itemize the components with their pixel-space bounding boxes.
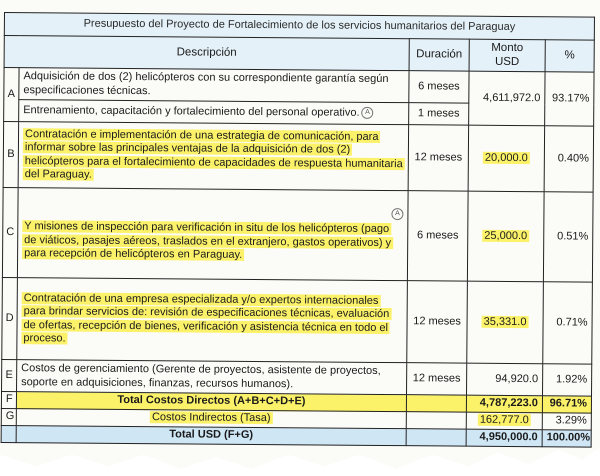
row-e-desc: Costos de gerenciamiento (Gerente de proyectos, asistente de proyectos, soporte en adquisiciones, finanzas, recursos humanos). <box>17 360 407 395</box>
total-usd-pct: 100.00% <box>542 430 591 447</box>
row-d-pct: 0.71% <box>543 282 593 364</box>
row-c-amount: 25,000.0 <box>484 229 528 242</box>
total-g-amount-cell <box>466 412 542 430</box>
total-usd-duration <box>406 429 466 446</box>
table-row-a <box>4 68 594 105</box>
row-letter-e: E <box>2 359 17 391</box>
header-row <box>4 36 594 73</box>
row-a-item-2 <box>19 100 409 125</box>
table-title: Presupuesto del Proyecto de Fortalecimiento de los servicios humanitarios del Paraguay <box>4 13 594 41</box>
row-a-item-1-duration: 6 meses <box>409 71 469 103</box>
row-b-duration: 12 meses <box>408 125 469 191</box>
row-c-duration: 6 meses <box>407 191 468 281</box>
header-monto: Monto USD <box>469 39 545 72</box>
row-b-desc: Contratación e implementación de una estrategia de comunicación, para informar sobre las principales ventajas de la adquisición de dos (2) helicópteros para el fortalecimiento de capacidades de respuesta humanitaria del Paraguay. <box>24 127 403 181</box>
total-g-amount: 162,777.0 <box>479 413 529 427</box>
total-usd-amount: 4,950,000.0 <box>466 429 542 447</box>
table-row-b <box>3 122 594 193</box>
row-letter-g: G <box>1 408 16 425</box>
row-letter-a: A <box>4 68 19 122</box>
row-a-item-2-desc: Entrenamiento, capacitación y fortalecimiento del personal operativo. <box>23 103 360 119</box>
row-c-desc: Y misiones de inspección para verificación in situ de los helicópteros (pago de viáticos, pasajes aéreos, traslados en el extranjero, gastos operativos) y para recepción de helicópteros en Paraguay. <box>24 220 392 261</box>
table-row-e <box>2 359 592 396</box>
row-letter-b: B <box>3 122 19 188</box>
row-d-desc-cell <box>17 278 408 363</box>
row-c-amount-cell <box>467 191 544 282</box>
header-descripcion: Descripción <box>4 36 409 71</box>
total-f-amount: 4,787,223.0 <box>466 395 542 413</box>
row-a-pct: 93.17% <box>545 72 594 126</box>
total-f-label: Total Costos Directos (A+B+C+D+E) <box>16 392 406 412</box>
total-g-duration <box>406 412 466 429</box>
row-e-pct: 1.92% <box>543 364 592 396</box>
initials-mark: A <box>361 107 373 119</box>
row-d-duration: 12 meses <box>407 281 468 363</box>
row-d-amount: 35,331.0 <box>483 315 527 328</box>
row-b-amount: 20,000.0 <box>484 151 528 164</box>
total-g-label: Costos Indirectos (Tasa) <box>151 411 271 425</box>
row-letter-c: C <box>2 187 18 277</box>
row-e-duration: 12 meses <box>407 363 467 395</box>
row-a-amount: 4,611,972.0 <box>469 71 545 126</box>
total-f-pct: 96.71% <box>542 396 591 413</box>
row-b-pct: 0.40% <box>544 126 594 192</box>
row-letter-d: D <box>2 277 18 359</box>
row-d-amount-cell <box>467 281 544 364</box>
row-letter-f: F <box>1 391 16 408</box>
row-a-item-2-duration: 1 meses <box>409 103 469 125</box>
row-c-desc-cell <box>17 188 408 281</box>
row-e-amount: 94,920.0 <box>467 363 543 396</box>
total-usd-label: Total USD (F+G) <box>16 426 406 446</box>
row-d-desc: Contratación de una empresa especializada y/o expertos internacionales para brindar servicios de: revisión de especificaciones técnicas, evaluación de ofertas, recepción de bienes, verificación y asistencia técnica en todo el proceso. <box>23 291 390 345</box>
row-letter-total <box>1 425 16 442</box>
initials-mark-2: A <box>391 208 403 220</box>
row-a-item-1-desc: Adquisición de dos (2) helicópteros con su correspondiente garantía según especificaciones técnicas. <box>19 68 409 103</box>
total-f-duration <box>406 395 466 412</box>
table-row-c <box>2 187 593 282</box>
row-c-pct: 0.51% <box>543 192 593 282</box>
total-g-pct: 3.29% <box>542 413 591 430</box>
header-pct: % <box>545 40 594 72</box>
row-b-desc-cell <box>18 122 409 191</box>
table-row-d <box>2 277 593 364</box>
budget-table <box>1 12 595 448</box>
header-duracion: Duración <box>409 39 469 71</box>
row-b-amount-cell <box>468 125 545 192</box>
